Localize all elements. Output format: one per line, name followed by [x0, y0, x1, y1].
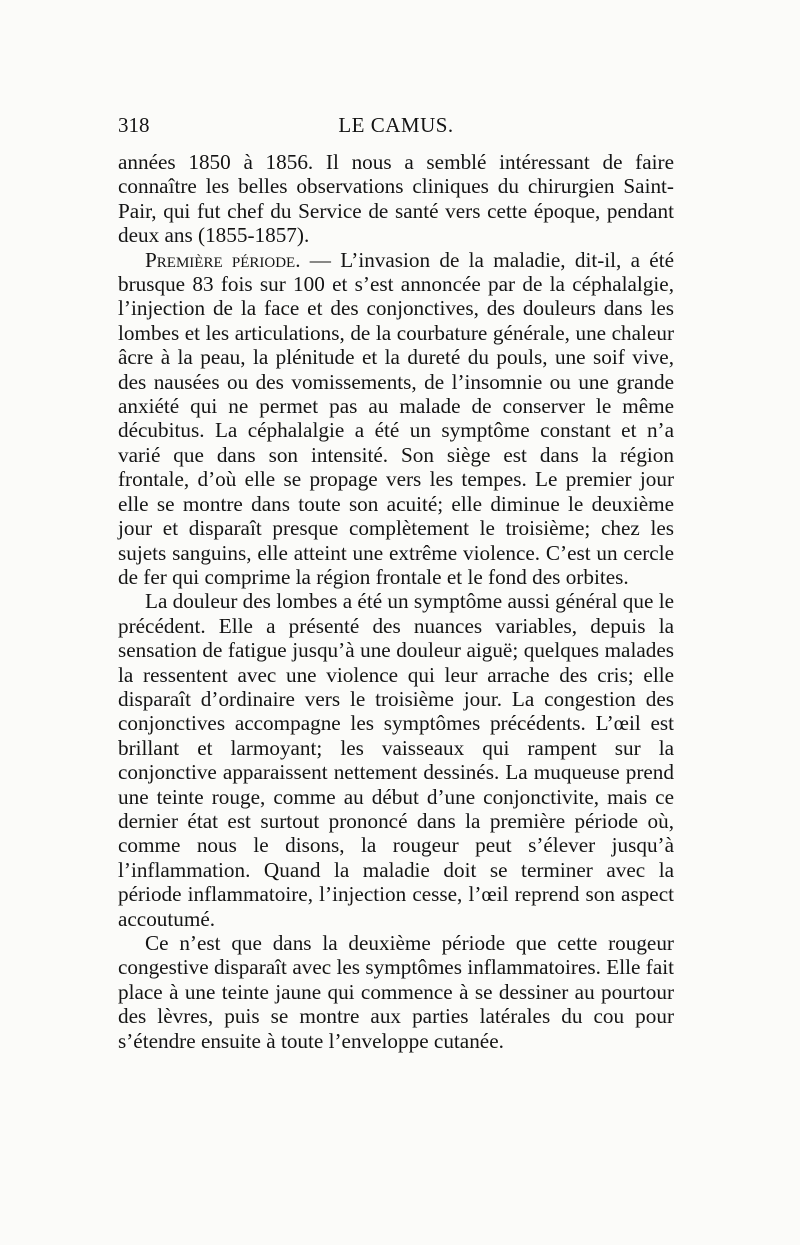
paragraph-text: — L’invasion de la maladie, dit-il, a été brusque 83 fois sur 100 et s’est annoncée par de la céphalalgie, l’injection de la face et des conjonctives, des douleurs dans les lombes et les articulations, de la courbature générale, une chaleur âcre à la peau, la plénitude et la dureté du pouls, une soif vive, des nausées ou des vomissements, de l’insomnie ou une grande anxiété qui ne permet pas au malade de conserver le même décubitus. La céphalalgie a été un symptôme constant et n’a varié que dans son intensité. Son siège est dans la région frontale, d’où elle se propage vers les tempes. Le premier jour elle se montre dans toute son acuité; elle diminue le deuxième jour et disparaît presque complètement le troisième; chez les sujets sanguins, elle atteint une extrême violence. C’est un cercle de fer qui comprime la région frontale et le fond des orbites. [118, 247, 674, 589]
paragraph-continuation [118, 150, 674, 248]
page-number: 318 [118, 113, 150, 137]
paragraph-premiere-periode [118, 248, 674, 590]
body-text [118, 150, 674, 1053]
section-lead: Première période. [145, 247, 301, 272]
running-title: LE CAMUS. [338, 113, 454, 137]
paragraph-text: La douleur des lombes a été un symptôme aussi général que le précédent. Elle a présenté des nuances variables, depuis la sensation de fatigue jusqu’à une douleur aiguë; quelques malades la ressentent avec une violence qui leur arrache des cris; elle disparaît d’ordinaire vers le troisième jour. La congestion des conjonctives accompagne les symptômes précédents. L’œil est brillant et larmoyant; les vaisseaux qui rampent sur la conjonctive apparaissent nettement dessinés. La muqueuse prend une teinte rouge, comme au début d’une conjonctivite, mais ce dernier état est surtout prononcé dans la première période où, comme nous le disons, la rougeur peut s’élever jusqu’à l’inflammation. Quand la maladie doit se terminer avec la période inflammatoire, l’injection cesse, l’œil reprend son aspect accoutumé. [118, 589, 674, 931]
page-header [118, 113, 674, 141]
paragraph-text: Ce n’est que dans la deuxième période que cette rougeur congestive disparaît avec les symptômes inflammatoires. Elle fait place à une teinte jaune qui commence à se dessiner au pourtour des lèvres, puis se montre aux parties latérales du cou pour s’étendre ensuite à toute l’enveloppe cutanée. [118, 931, 674, 1053]
paragraph-text: années 1850 à 1856. Il nous a semblé intéressant de faire connaître les belles observations cliniques du chirurgien Saint-Pair, qui fut chef du Service de santé vers cette époque, pendant deux ans (1855-1857). [118, 150, 674, 248]
paragraph-douleur-lombes [118, 589, 674, 931]
paragraph-deuxieme-periode [118, 931, 674, 1053]
